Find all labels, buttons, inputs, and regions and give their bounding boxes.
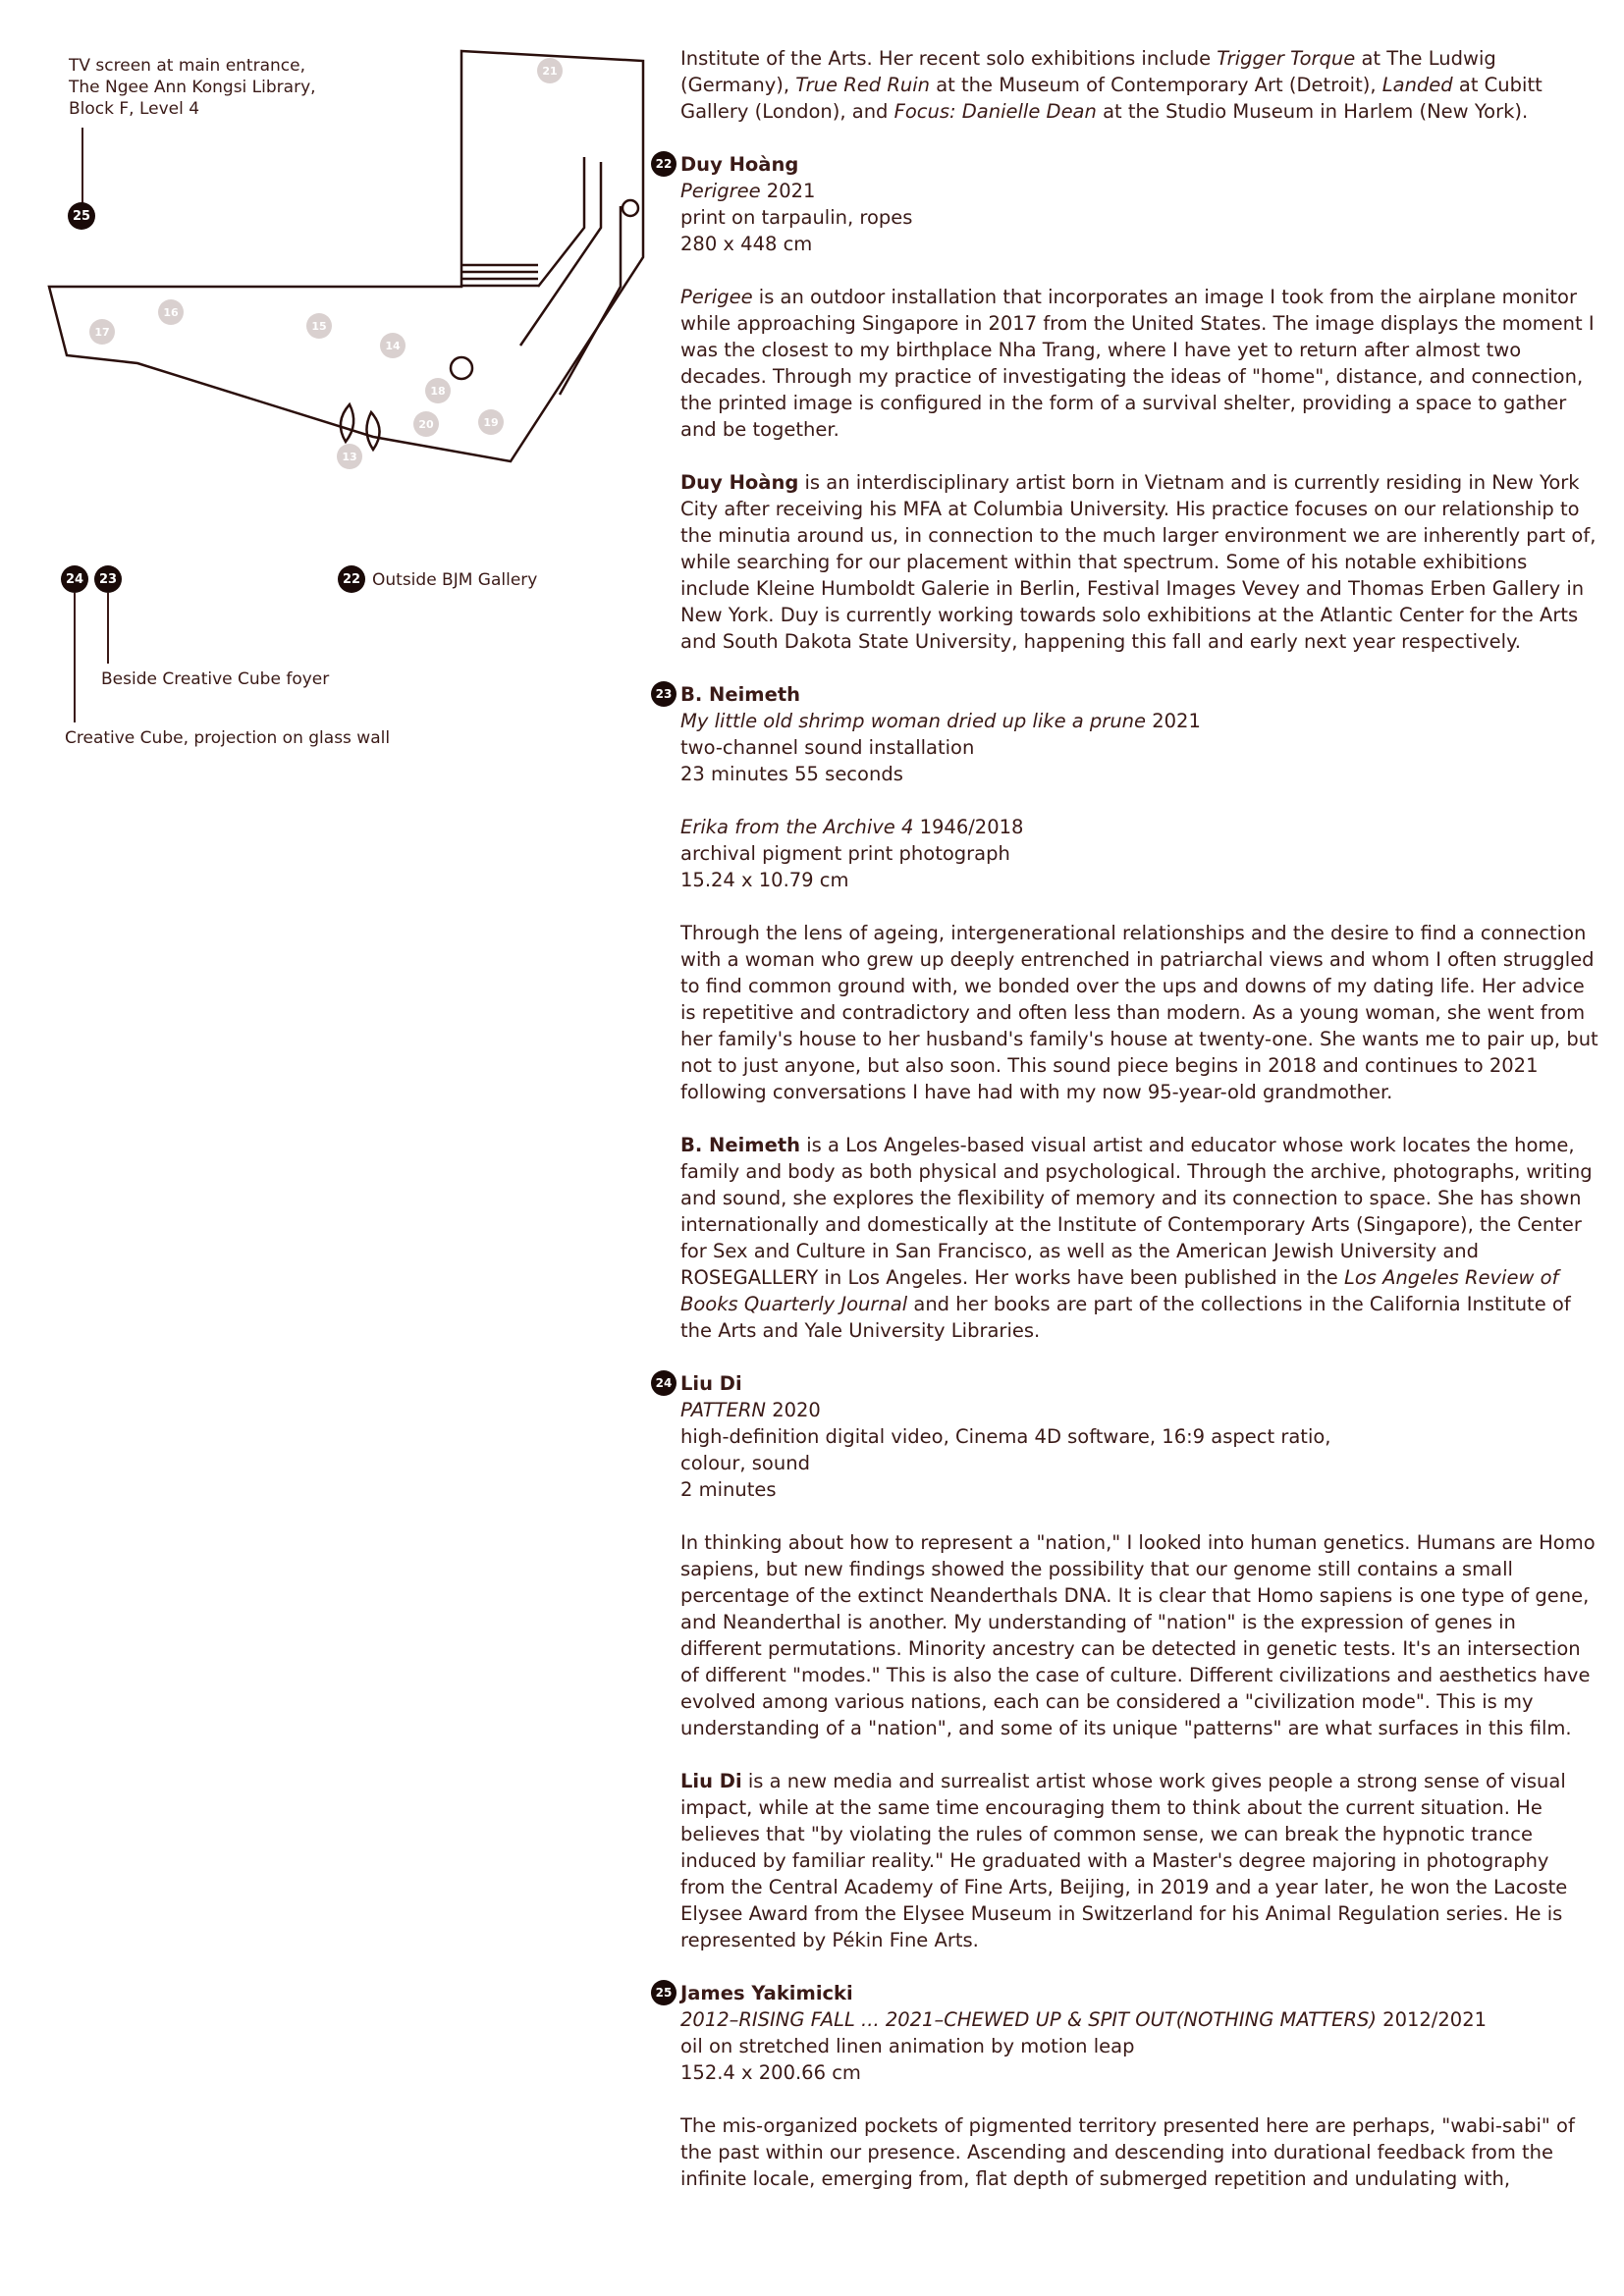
artist-statement: The mis-organized pockets of pigmented territory presented here are perhaps, "wabi-sabi" of the past within our presence. Ascending and descending into durational feedback from the infinite locale, emerging from, flat depth of submerged repetition and undulating with, xyxy=(680,2114,1575,2190)
entry-badge-22: 22 xyxy=(651,151,677,177)
work-title-2: Erika from the Archive 4 1946/2018 xyxy=(680,816,1024,838)
creative-cube-label: Creative Cube, projection on glass wall xyxy=(65,728,391,748)
work-medium-2: archival pigment print photograph xyxy=(680,842,1010,865)
svg-text:18: 18 xyxy=(430,385,446,398)
work-dimensions-2: 15.24 x 10.79 cm xyxy=(680,869,849,891)
entry-24 xyxy=(655,1370,1598,1953)
map-sculpture xyxy=(341,404,353,442)
work-title: My little old shrimp woman dried up like a prune 2021 xyxy=(680,710,1201,732)
work-medium: oil on stretched linen animation by motion leap xyxy=(680,2035,1135,2057)
svg-text:21: 21 xyxy=(542,65,558,78)
artist-statement: In thinking about how to represent a "nation," I looked into human genetics. Humans are Homo sapiens, but new findings showed the possibility that our genome still contains a small percentage of the extinct Neanderthals DNA. It is clear that Homo sapiens is one type of gene, and Neanderthal is another. My understanding of "nation" is the expression of genes in different permutations. Minority ancestry can be detected in genetic tests. It's an intersection of different "modes." This is also the case of culture. Different civilizations and aesthetics have evolved among various nations, each can be considered a "civilization mode". This is my understanding of a "nation", and some of its unique "patterns" are what surfaces in this film. xyxy=(680,1531,1596,1739)
work-title: 2012–RISING FALL ... 2021–CHEWED UP & SPIT OUT(NOTHING MATTERS) 2012/2021 xyxy=(680,2008,1488,2031)
tv-screen-label: TV screen at main entrance, The Ngee Ann Kongsi Library, Block F, Level 4 xyxy=(69,56,316,119)
svg-text:19: 19 xyxy=(483,416,499,429)
work-dimensions: 280 x 448 cm xyxy=(680,233,813,255)
outside-bjm-label: Outside BJM Gallery xyxy=(372,570,538,590)
map-stairs xyxy=(461,265,538,286)
entry-22 xyxy=(655,151,1598,655)
intro-paragraph: Institute of the Arts. Her recent solo exhibitions include Trigger Torque at The Ludwig (Germany), True Red Ruin at the Museum of Contemporary Art (Detroit), Landed at Cubitt Gallery (London), and Focus: Danielle Dean at the Studio Museum in Harlem (New York). xyxy=(680,47,1543,123)
svg-text:13: 13 xyxy=(342,451,357,463)
badge-23: 23 xyxy=(94,565,122,593)
work-medium: high-definition digital video, Cinema 4D software, 16:9 aspect ratio, xyxy=(680,1425,1331,1448)
work-medium: two-channel sound installation xyxy=(680,736,975,759)
artist-statement: Perigee is an outdoor installation that incorporates an image I took from the airplane monitor while approaching Singapore in 2017 from the United States. The image displays the moment I was the closest to my birthplace Nha Trang, where I have yet to return after almost two decades. Through my practice of investigating the ideas of "home", distance, and connection, the printed image is configured in the form of a survival shelter, providing a space to gather and be together. xyxy=(680,286,1595,441)
entry-23 xyxy=(655,681,1598,1344)
artist-bio: Liu Di is a new media and surrealist artist whose work gives people a strong sense of visual impact, while at the same time encouraging them to think about the current situation. He believes that "by violating the rules of common sense, we can break the hypnotic trance induced by familiar reality." He graduated with a Master's degree majoring in photography from the Central Academy of Fine Arts, Beijing, in 2019 and a year later, he won the Lacoste Elysee Award from the Elysee Museum in Switzerland for his Animal Regulation series. He is represented by Pékin Fine Arts. xyxy=(680,1770,1568,1951)
work-medium: print on tarpaulin, ropes xyxy=(680,206,913,229)
artist-bio: Duy Hoàng is an interdisciplinary artist born in Vietnam and is currently residing in New York City after receiving his MFA at Columbia University. His practice focuses on our relationship to the minutia around us, in connection to the much larger environment we are inherently part of, while searching for our placement within that spectrum. Some of his notable exhibitions include Kleine Humboldt Galerie in Berlin, Festival Images Vevey and Thomas Erben Gallery in New York. Duy is currently working towards solo exhibitions at the Atlantic Center for the Arts and South Dakota State University, happening this fall and early next year respectively. xyxy=(680,471,1597,653)
svg-text:14: 14 xyxy=(385,340,401,352)
badge-24: 24 xyxy=(61,565,88,593)
map-circle xyxy=(623,200,638,216)
badge-22: 22 xyxy=(338,565,365,593)
artist-bio: B. Neimeth is a Los Angeles-based visual artist and educator whose work locates the home, family and body as both physical and psychological. Through the archive, photographs, writing and sound, she explores the flexibility of memory and its connection to space. She has shown internationally and domestically at the Institute of Contemporary Arts (Singapore), the Center for Sex and Culture in San Francisco, as well as the American Jewish University and ROSEGALLERY in Los Angeles. Her works have been published in the Los Angeles Review of Books Quarterly Journal and her books are part of the collections in the California Institute of the Arts and Yale University Libraries. xyxy=(680,1134,1593,1342)
work-dimensions: 152.4 x 200.66 cm xyxy=(680,2061,861,2084)
leader-25 xyxy=(81,128,83,204)
svg-text:16: 16 xyxy=(163,306,179,319)
svg-text:15: 15 xyxy=(311,320,327,333)
text-column xyxy=(655,45,1598,2192)
entry-badge-24: 24 xyxy=(651,1370,677,1396)
work-title: PATTERN 2020 xyxy=(680,1399,821,1421)
leader-23 xyxy=(107,593,109,664)
svg-text:17: 17 xyxy=(94,326,110,339)
artist-statement: Through the lens of ageing, intergenerational relationships and the desire to find a connection with a woman who grew up deeply entrenched in patriarchal views and whom I often struggled to find common ground with, we bonded over the ups and downs of my dating life. Her advice is repetitive and contradictory and often less than modern. As a young woman, she went from her family's house to her husband's family's house at twenty-one. She wants me to pair up, but not to just anyone, but also soon. This sound piece begins in 2018 and continues to 2021 following conversations I have had with my now 95-year-old grandmother. xyxy=(680,922,1598,1103)
artist-name: Duy Hoàng xyxy=(680,153,799,176)
artist-name: Liu Di xyxy=(680,1372,742,1395)
badge-25: 25 xyxy=(68,202,95,230)
leader-24 xyxy=(74,593,76,722)
work-duration: 2 minutes xyxy=(680,1478,777,1501)
work-format: colour, sound xyxy=(680,1452,810,1474)
artist-name: James Yakimicki xyxy=(680,1982,853,2004)
map-ramp xyxy=(538,157,584,287)
entry-25 xyxy=(655,1980,1598,2192)
beside-cube-label: Beside Creative Cube foyer xyxy=(101,669,330,689)
artist-name: B. Neimeth xyxy=(680,683,801,706)
work-title: Perigree 2021 xyxy=(680,180,816,202)
work-duration: 23 minutes 55 seconds xyxy=(680,763,903,785)
entry-badge-23: 23 xyxy=(651,681,677,707)
entry-badge-25: 25 xyxy=(651,1980,677,2005)
svg-text:20: 20 xyxy=(418,418,434,431)
